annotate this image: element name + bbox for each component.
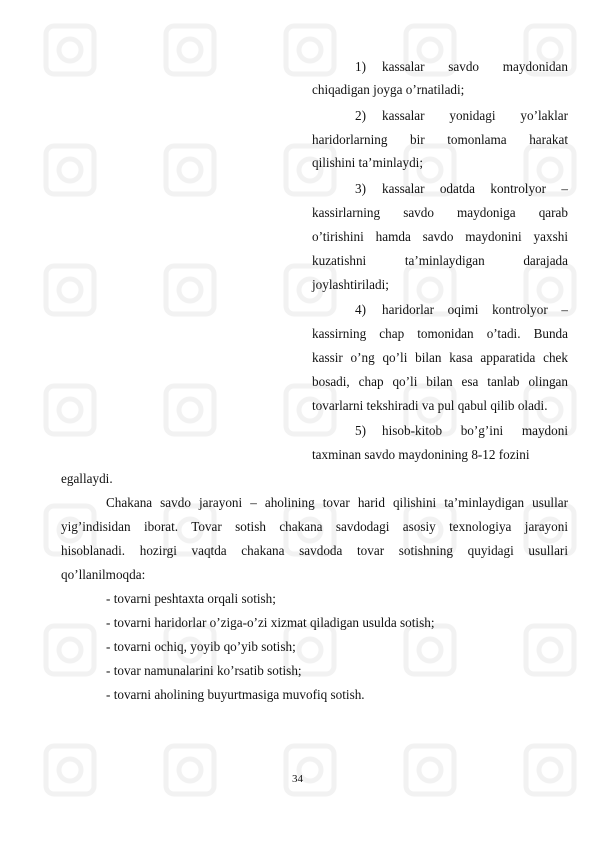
list-line: kassir o’ng qo’li bilan kasa apparatida chek bbox=[312, 350, 568, 365]
watermark-icon bbox=[40, 20, 100, 80]
list-line: kassirning chap tomonidan o’tadi. Bunda bbox=[312, 326, 568, 341]
paragraph-line: qo’llanilmoqda: bbox=[61, 567, 146, 582]
watermark-icon bbox=[520, 740, 580, 800]
watermark-icon bbox=[40, 380, 100, 440]
watermark-icon bbox=[40, 620, 100, 680]
watermark-icon bbox=[40, 140, 100, 200]
paragraph-line: yig’indisidan iborat. Tovar sotish chakana savdodagi asosiy texnologiya jarayoni bbox=[61, 519, 568, 534]
list-line: haridorlar oqimi kontrolyor – bbox=[382, 302, 568, 317]
list-number: 3) bbox=[355, 181, 366, 196]
list-line: kassalar savdo maydonidan bbox=[382, 59, 568, 74]
list-number: 2) bbox=[355, 108, 366, 123]
bullet-item: - tovarni aholining buyurtmasiga muvofiq sotish. bbox=[106, 687, 365, 702]
watermark-icon bbox=[40, 260, 100, 320]
paragraph-line: hisoblanadi. hozirgi vaqtda chakana savdoda tovar sotishning quyidagi usullari bbox=[61, 543, 568, 558]
watermark-icon bbox=[160, 20, 220, 80]
list-line: taxminan savdo maydonining 8-12 fozini bbox=[312, 447, 530, 462]
list-line: joylashtiriladi; bbox=[312, 277, 389, 292]
list-line: hisob-kitob bo’g’ini maydoni bbox=[382, 423, 568, 438]
continuation-text: egallaydi. bbox=[61, 471, 113, 486]
list-line: kassalar odatda kontrolyor – bbox=[382, 181, 568, 196]
list-number: 1) bbox=[355, 59, 366, 74]
watermark-icon bbox=[160, 380, 220, 440]
watermark-icon bbox=[280, 20, 340, 80]
list-line: qilishini ta’minlaydi; bbox=[312, 155, 423, 170]
watermark-icon bbox=[400, 740, 460, 800]
list-line: chiqadigan joyga o’rnatiladi; bbox=[312, 82, 465, 97]
bullet-item: - tovarni peshtaxta orqali sotish; bbox=[106, 591, 276, 606]
watermark-icon bbox=[160, 140, 220, 200]
watermark-icon bbox=[520, 620, 580, 680]
list-line: kassalar yonidagi yo’laklar bbox=[382, 108, 568, 123]
page-number: 34 bbox=[292, 773, 303, 785]
list-line: kuzatishni ta’minlaydigan darajada bbox=[312, 253, 568, 268]
list-number: 5) bbox=[355, 423, 366, 438]
bullet-item: - tovarni haridorlar o’ziga-o’zi xizmat qiladigan usulda sotish; bbox=[106, 615, 435, 630]
watermark-icon bbox=[160, 260, 220, 320]
watermark-icon bbox=[40, 740, 100, 800]
list-line: bosadi, chap qo’li bilan esa tanlab olingan bbox=[312, 374, 568, 389]
list-line: o’tirishini hamda savdo maydonini yaxshi bbox=[312, 229, 568, 244]
watermark-icon bbox=[160, 740, 220, 800]
list-line: haridorlarning bir tomonlama harakat bbox=[312, 132, 568, 147]
watermark-icon bbox=[280, 740, 340, 800]
bullet-item: - tovar namunalarini ko’rsatib sotish; bbox=[106, 663, 302, 678]
list-number: 4) bbox=[355, 302, 366, 317]
paragraph-line: Chakana savdo jarayoni – aholining tovar harid qilishini ta’minlaydigan usullar bbox=[106, 495, 568, 510]
list-line: kassirlarning savdo maydoniga qarab bbox=[312, 205, 568, 220]
bullet-item: - tovarni ochiq, yoyib qo’yib sotish; bbox=[106, 639, 296, 654]
list-line: tovarlarni tekshiradi va pul qabul qilib oladi. bbox=[312, 398, 548, 413]
